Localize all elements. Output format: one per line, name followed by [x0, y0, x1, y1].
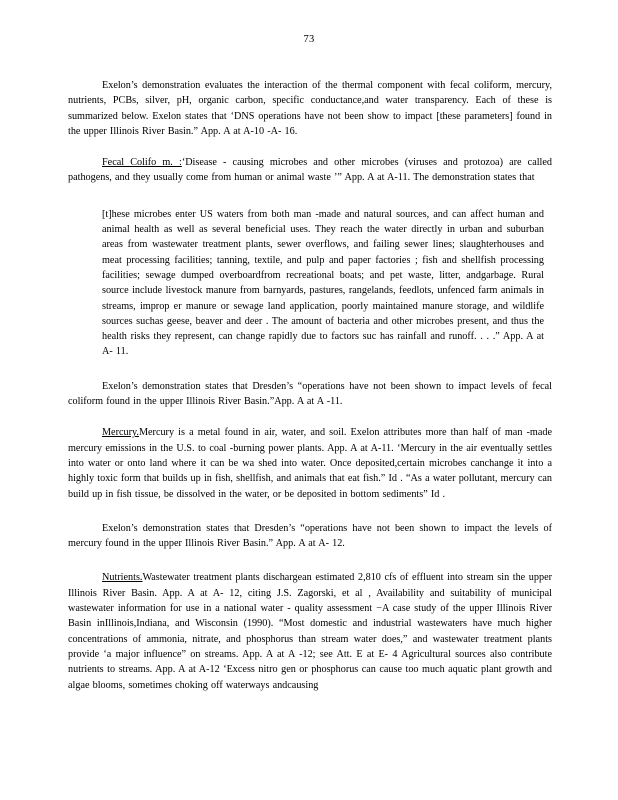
paragraph-fecal-coliform-text: ‘Disease - causing microbes and other microbes (viruses and protozoa) are called pathogens, and they usually come from human or animal waste ’” App. A at A-11. The demonstration states that [68, 157, 552, 184]
paragraph-nutrients-text: Wastewater treatment plants dischargean estimated 2,810 cfs of effluent into stream sin the upper Illinois River Basin. App. A at A- 12, citing J.S. Zagorski, et al , Availability and suitability of municipal wastewater information for use in a national water - quality assessment −A case study of the upper Illinois River Basin inIllinois,Indiana, and Wisconsin (1990). “Most domestic and industrial wastewaters have much higher concentrations of ammonia, nitrate, and phosphorus than stream water does,” and wastewater treatment plants provide ‘a major influence” on streams. App. A at A -12; see Att. E at E- 4 Agricultural sources also contribute nutrients to streams. App. A at A-12 ‘Excess nitro gen or phosphorus can cause too much aquatic plant growth and algae blooms, sometimes choking off waterways andcausing [68, 572, 552, 691]
paragraph-fecal-coliform-finding: Exelon’s demonstration states that Dresden’s “operations have not been shown to impact levels of fecal coliform found in the upper Illinois River Basin.”App. A at A -11. [68, 380, 552, 408]
paragraph-intro: Exelon’s demonstration evaluates the interaction of the thermal component with fecal coliform, mercury, nutrients, PCBs, silver, pH, organic carbon, specific conductance,and water transparency. Each of these is summarized below. Exelon states that ‘DNS operations have not been show to impact [these parameters] found in the upper Illinois River Basin.” App. A at A-10 -A- 16. [68, 80, 552, 137]
heading-nutrients: Nutrients. [102, 572, 143, 584]
paragraph-mercury-text: Mercury is a metal found in air, water, and soil. Exelon attributes more than half of man -made mercury emissions in the U.S. to coal -burning power plants. App. A at A-11. ‘Mercury in the air eventually settles into water or onto land where it can be wa shed into water. Once deposited,certain microbes canchange it into a highly toxic form that builds up in fish, shellfish, and animals that eat fish.” Id . “As a water pollutant, mercury can build up in fish tissue, be dissolved in the water, or be deposited in bottom sediments” Id . [68, 427, 552, 500]
spacer [68, 370, 552, 379]
document-body [68, 78, 552, 703]
paragraph-fecal-coliform [68, 155, 552, 186]
paragraph-mercury [68, 425, 552, 501]
heading-fecal-coliform: Fecal Colifo m. : [102, 157, 182, 169]
page-number: 73 [303, 34, 315, 45]
spacer [68, 196, 552, 207]
paragraph-mercury-finding: Exelon’s demonstration states that Dresden’s “operations have not been shown to impact the levels of mercury found in the upper Illinois River Basin.” App. A at A- 12. [68, 522, 552, 550]
paragraph-nutrients [68, 570, 552, 692]
blockquote-microbes: [t]hese microbes enter US waters from both man -made and natural sources, and can affect human and animal health as well as several beneficial uses. They reach the water directly in urban and suburban areas from wastewater treatment plants, sewer overflows, and failing sewer lines; slaughterhouses and meat processing facilities; tanning, textile, and pulp and paper factories ; fish and shellfish processing facilities; sewage dumped overboardfrom recreational boats; and pet waste, litter, andgarbage. Rural source include livestock manure from barnyards, pastures, rangelands, feedlots, unfenced farm animals in streams, improp er manure or sewage land application, poorly maintained manure storage, and wildlife sources suchas geese, beaver and deer . The amount of bacteria and other microbes present, and thus the health risks they represent, can change rapidly due to factors suc has rainfall and runoff. . . .” App. A at A- 11. [102, 208, 544, 358]
spacer [68, 512, 552, 521]
spacer [68, 561, 552, 570]
heading-mercury: Mercury. [102, 427, 139, 439]
